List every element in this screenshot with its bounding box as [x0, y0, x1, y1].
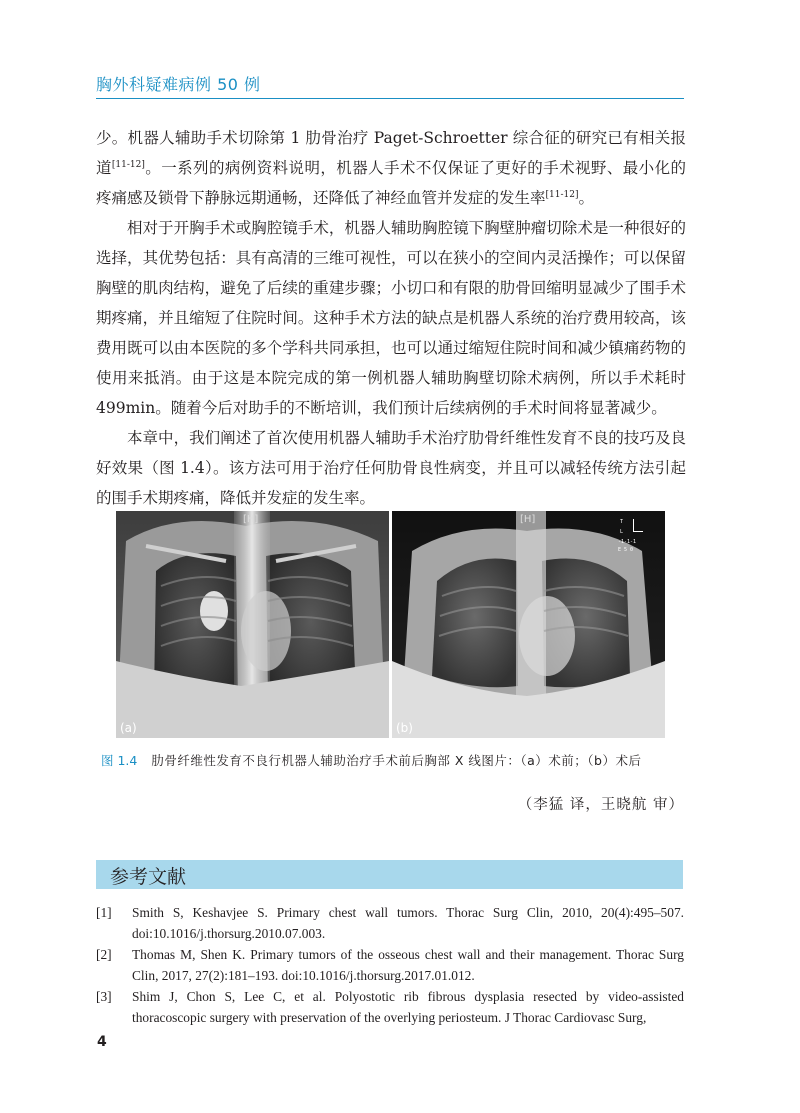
image-marker: [H] — [520, 514, 536, 525]
paragraph-2 — [96, 213, 686, 423]
reference-number: [2] — [96, 947, 112, 962]
running-head: 胸外科疑难病例 50 例 — [96, 75, 261, 94]
reference-text: Shim J, Chon S, Lee C, et al. Polyostotic rib fibrous dysplasia resected by video-assisted thoracoscopic surgery with preservation of the overlying periosteum. J Thorac Cardiovasc Surg, — [132, 989, 684, 1025]
image-marker: [H] — [243, 514, 259, 525]
citation: [11-12] — [111, 159, 145, 170]
citation: [11-12] — [545, 189, 579, 200]
paragraph-3 — [96, 423, 686, 513]
text-span: 本章中，我们阐述了首次使用机器人辅助手术治疗肋骨纤维性发育不良的技巧及良好效果（图 1.4）。该方法可用于治疗任何肋骨良性病变，并且可以减轻传统方法引起的围手术期疼痛，降低并发症的发生率。 — [96, 429, 686, 507]
references-title: 参考文献 — [110, 866, 187, 888]
text-span: 相对于开胸手术或胸腔镜手术，机器人辅助胸腔镜下胸壁肿瘤切除术是一种很好的选择，其优势包括：具有高清的三维可视性，可以在狭小的空间内灵活操作；可以保留胸壁的肌肉结构，避免了后续的重建步骤；小切口和有限的肋骨回缩明显减少了围手术期疼痛，并且缩短了住院时间。这种手术方法的缺点是机器人系统的治疗费用较高，该费用既可以由本医院的多个学科共同承担，也可以通过缩短住院时间和减少镇痛药物的使用来抵消。由于这是本院完成的第一例机器人辅助胸壁切除术病例，所以手术耗时 499min。随着今后对助手的不断培训，我们预计后续病例的手术时间将显著减少。 — [96, 219, 686, 417]
page-number: 4 — [97, 1034, 107, 1050]
references-header — [96, 860, 683, 889]
panel-label-a: (a) — [120, 721, 137, 735]
reference-number: [3] — [96, 989, 112, 1004]
translator-credit: （李猛 译，王晓航 审） — [517, 797, 684, 813]
paragraph-1 — [96, 123, 686, 213]
svg-text:T: T — [620, 519, 624, 525]
svg-text:E 5 0: E 5 0 — [618, 547, 634, 553]
text-span: 。 — [578, 189, 594, 207]
reference-text: Smith S, Keshavjee S. Primary chest wall tumors. Thorac Surg Clin, 2010, 20(4):495–507. doi:10.1016/j.thorsurg.2010.07.003. — [132, 905, 684, 941]
reference-item — [96, 903, 684, 944]
text-span: 。一系列的病例资料说明，机器人手术不仅保证了更好的手术视野、最小化的疼痛感及锁骨下静脉远期通畅，还降低了神经血管并发症的发生率 — [96, 159, 686, 207]
header-rule — [96, 98, 684, 99]
xray-image-postoperative — [392, 511, 665, 738]
reference-item — [96, 945, 684, 986]
body-text — [96, 123, 686, 513]
reference-number: [1] — [96, 905, 112, 920]
panel-label-b: (b) — [396, 721, 413, 735]
figure-number: 图 1.4 — [101, 753, 138, 768]
reference-list — [96, 903, 684, 1029]
xray-image-preoperative — [116, 511, 389, 738]
figure-caption — [101, 751, 641, 769]
reference-text: Thomas M, Shen K. Primary tumors of the osseous chest wall and their management. Thorac Surg Clin, 2017, 27(2):181–193. doi:10.1016/j.thorsurg.2017.01.012. — [132, 947, 684, 983]
text-span: 少。机器人辅助手术切除第 1 肋骨治疗 Paget-Schroetter 综合征的研究已有相关报道 — [96, 129, 686, 177]
svg-text:-1-1-1: -1-1-1 — [618, 539, 637, 545]
figure-caption-text: 肋骨纤维性发育不良行机器人辅助治疗手术前后胸部 X 线图片：（a）术前；（b）术后 — [151, 753, 642, 768]
reference-item — [96, 987, 684, 1028]
svg-text:L: L — [620, 529, 624, 535]
